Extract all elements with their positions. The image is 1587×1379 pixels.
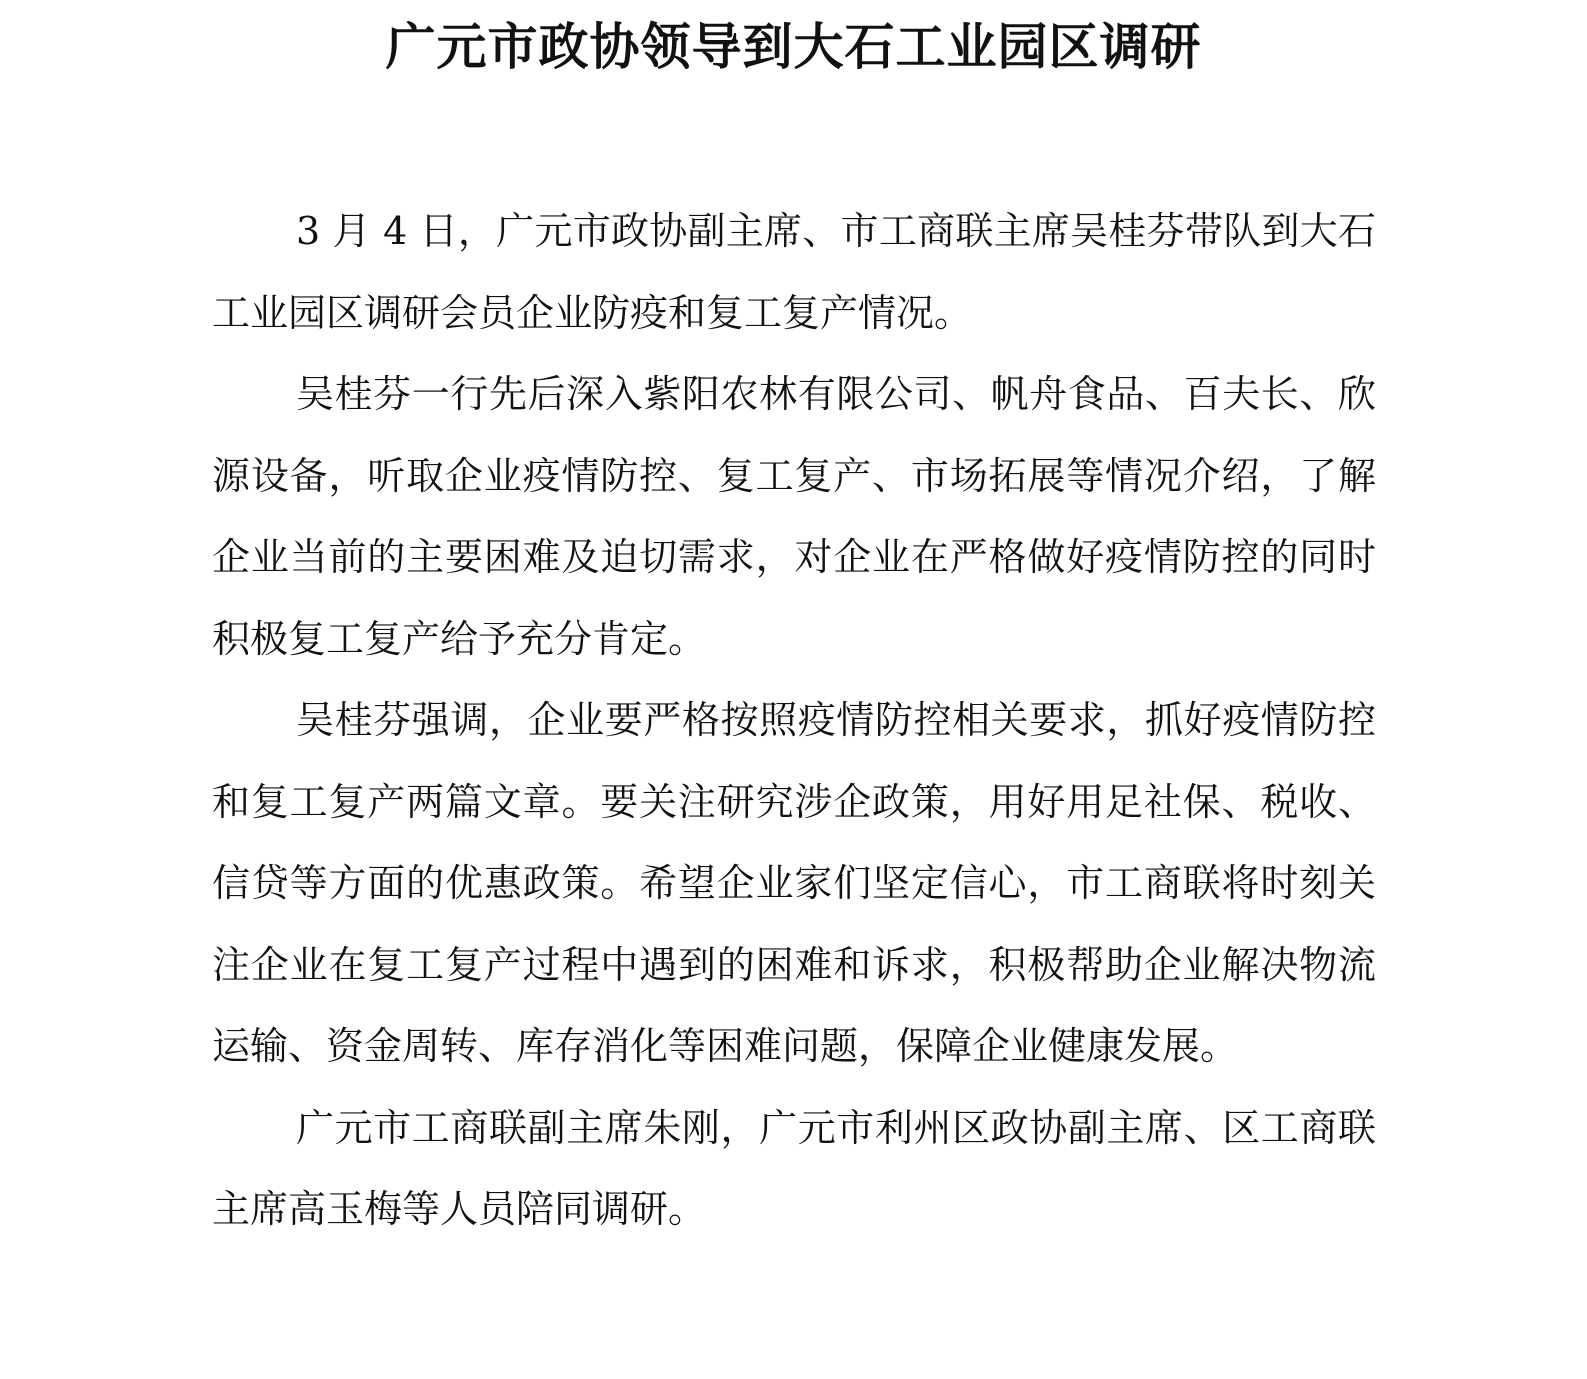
document-title: 广元市政协领导到大石工业园区调研 bbox=[385, 17, 1202, 76]
paragraph-1: 3 月 4 日，广元市政协副主席、市工商联主席吴桂芬带队到大石工业园区调研会员企业防疫和复工复产情况。 bbox=[212, 209, 1376, 335]
paragraph-2: 吴桂芬一行先后深入紫阳农林有限公司、帆舟食品、百夫长、欣源设备，听取企业疫情防控、复工复产、市场拓展等情况介绍，了解企业当前的主要困难及迫切需求，对企业在严格做好疫情防控的同时积极复工复产给予充分肯定。 bbox=[212, 372, 1376, 661]
document-body bbox=[212, 191, 1376, 1251]
paragraph-3: 吴桂芬强调，企业要严格按照疫情防控相关要求，抓好疫情防控和复工复产两篇文章。要关注研究涉企政策，用好用足社保、税收、信贷等方面的优惠政策。希望企业家们坚定信心，市工商联将时刻关注企业在复工复产过程中遇到的困难和诉求，积极帮助企业解决物流运输、资金周转、库存消化等困难问题，保障企业健康发展。 bbox=[212, 698, 1376, 1068]
paragraph-4: 广元市工商联副主席朱刚，广元市利州区政协副主席、区工商联主席高玉梅等人员陪同调研。 bbox=[212, 1105, 1376, 1231]
